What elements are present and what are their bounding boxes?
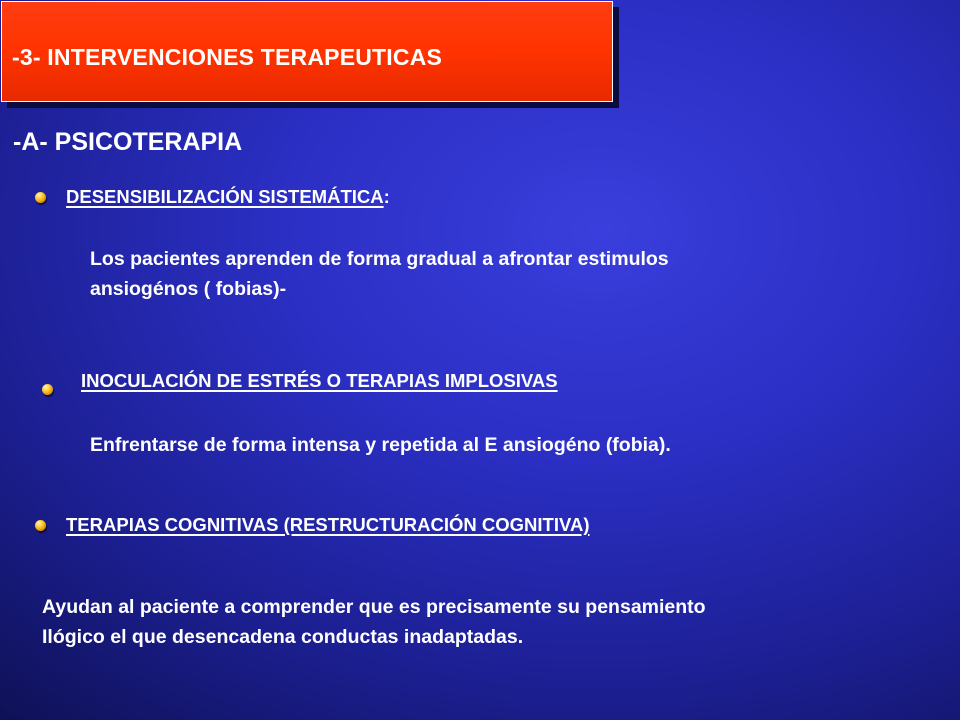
description-line: Los pacientes aprenden de forma gradual a afrontar estimulos (90, 248, 669, 270)
bullet-sphere-icon (35, 520, 46, 531)
item-heading-inoculacion (81, 370, 558, 392)
title-banner (1, 1, 613, 102)
item-heading-suffix: : (383, 186, 390, 207)
item-heading-text: DESENSIBILIZACIÓN SISTEMÁTICA (66, 186, 384, 207)
item-heading-text: TERAPIAS COGNITIVAS (RESTRUCTURACIÓN COGNITIVA) (66, 514, 590, 535)
description-line: Enfrentarse de forma intensa y repetida al E ansiogéno (fobia). (90, 434, 671, 456)
item-heading-terapias-cognitivas (66, 514, 589, 536)
bullet-sphere-icon (35, 192, 46, 203)
item-heading-text: INOCULACIÓN DE ESTRÉS O TERAPIAS IMPLOSIVAS (81, 370, 558, 391)
bullet-sphere-icon (42, 384, 53, 395)
slide-title: -3- INTERVENCIONES TERAPEUTICAS (12, 44, 443, 70)
description-line: ansiogénos ( fobias)- (90, 278, 287, 300)
item-heading-desensibilizacion (66, 186, 390, 208)
description-line: Ayudan al paciente a comprender que es precisamente su pensamiento (42, 596, 706, 618)
item-description (90, 244, 669, 304)
description-line: Ilógico el que desencadena conductas inadaptadas. (42, 626, 524, 648)
section-title: -A- PSICOTERAPIA (13, 128, 243, 156)
item-description (42, 592, 706, 652)
item-description (90, 430, 671, 460)
